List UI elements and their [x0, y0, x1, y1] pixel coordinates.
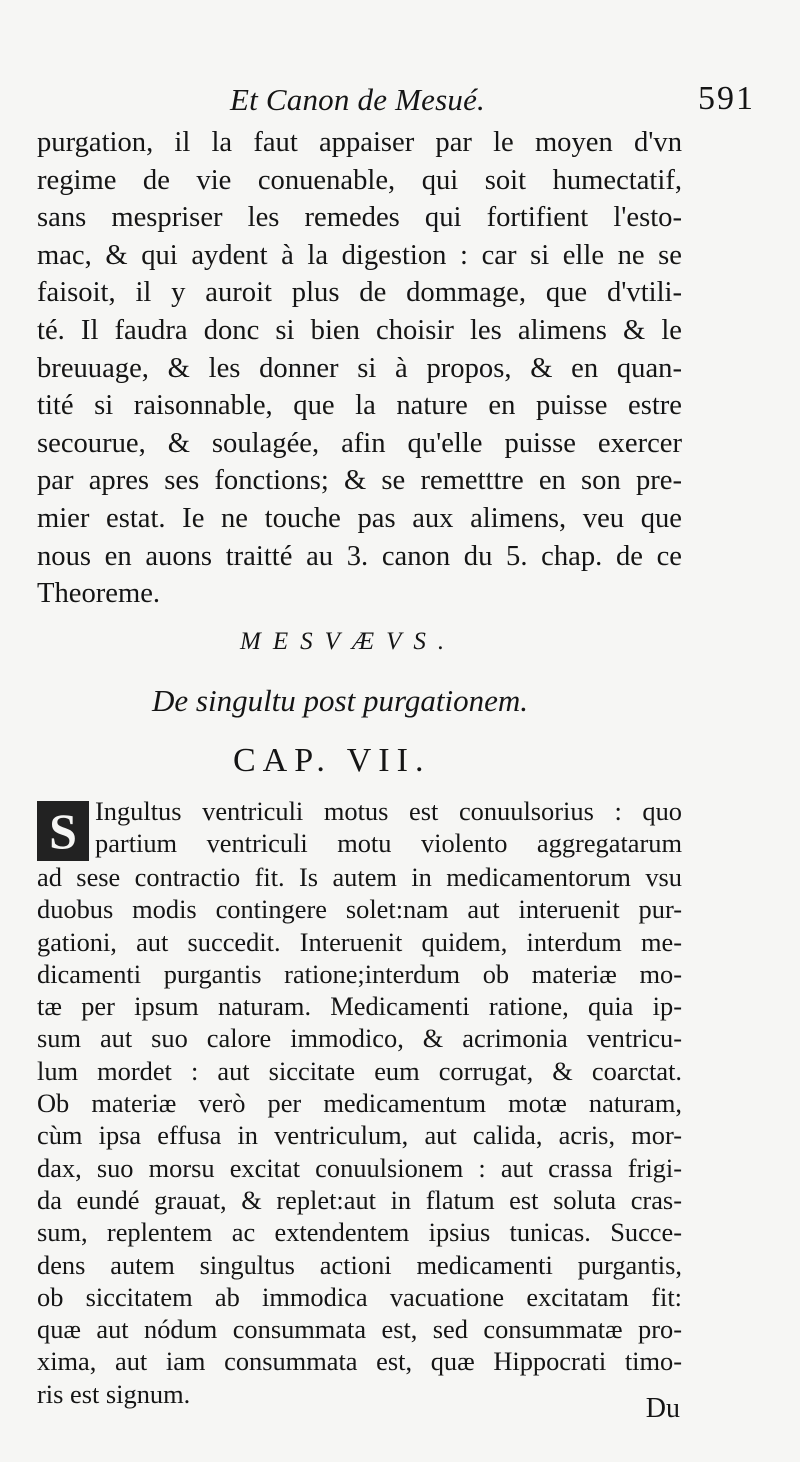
text-line: partium ventriculi motu violento aggregatarum	[95, 828, 682, 859]
page-header	[38, 80, 755, 122]
text-line: dens autem singultus actioni medicamenti purgantis,	[37, 1249, 682, 1280]
text-line: sans mespriser les remedes qui fortifient l'esto-	[37, 202, 682, 234]
text-line: tæ per ipsum naturam. Medicamenti ratione, quia ip-	[37, 991, 682, 1022]
text-line: dax, suo morsu excitat conuulsionem : aut crassa frigi-	[37, 1152, 682, 1183]
text-line: par apres ses fonctions; & se remetttre en son pre-	[37, 465, 682, 497]
text-line: tité si raisonnable, que la nature en puisse estre	[37, 390, 682, 422]
text-line: ob siccitatem ab immodica vacuatione excitatam fit:	[37, 1281, 682, 1312]
french-commentary	[37, 124, 682, 613]
text-line: dicamenti purgantis ratione;interdum ob materiæ mo-	[37, 958, 682, 989]
text-line: duobus modis contingere solet:nam aut interuenit pur-	[37, 894, 682, 925]
text-line: Theoreme.	[37, 578, 161, 610]
text-line: nous en auons traitté au 3. canon du 5. chap. de ce	[37, 540, 682, 572]
text-line: quæ aut nódum consummata est, sed consummatæ pro-	[37, 1314, 682, 1345]
author-heading: MESVÆVS.	[240, 628, 457, 655]
text-line: mac, & qui aydent à la digestion : car si elle ne se	[37, 239, 682, 271]
text-line: purgation, il la faut appaiser par le moyen d'vn	[37, 127, 682, 158]
text-line: faisoit, il y auroit plus de dommage, que d'vtili-	[37, 277, 682, 309]
text-line: regime de vie conuenable, qui soit humectatif,	[37, 164, 682, 196]
text-line: ad sese contractio fit. Is autem in medicamentorum vsu	[37, 862, 682, 892]
running-title: Et Canon de Mesué.	[230, 82, 485, 117]
page-number: 591	[698, 80, 755, 117]
catchword: Du	[645, 1393, 680, 1424]
drop-cap-letter: S	[37, 801, 89, 861]
text-line: sum aut suo calore immodico, & acrimonia ventricu-	[37, 1023, 682, 1054]
text-line: breuuage, & les donner si à propos, & en quan-	[37, 352, 682, 384]
text-line: té. Il faudra donc si bien choisir les alimens & le	[37, 314, 682, 346]
text-line: lum mordet : aut siccitate eum corrugat, & coarctat.	[37, 1055, 682, 1086]
text-line: Ob materiæ verò per medicamentum motæ naturam,	[37, 1088, 682, 1119]
text-line: da eundé grauat, & replet:aut in flatum est soluta cras-	[37, 1184, 682, 1215]
drop-cap-row	[37, 795, 682, 861]
text-line: xima, aut iam consummata est, quæ Hippocrati timo-	[37, 1346, 682, 1377]
chapter-heading: CAP. VII.	[233, 742, 431, 779]
text-line: cùm ipsa effusa in ventriculum, aut calida, acris, mor-	[37, 1120, 682, 1151]
text-line: gationi, aut succedit. Interuenit quidem, interdum me-	[37, 926, 682, 957]
text-line: secourue, & soulagée, afin qu'elle puisse exercer	[37, 427, 682, 459]
drop-cap-lines	[95, 795, 682, 861]
text-line: ris est signum.	[37, 1378, 191, 1409]
text-line: Ingultus ventriculi motus est conuulsorius : quo	[95, 796, 682, 826]
latin-text	[37, 795, 682, 1410]
text-line: sum, replentem ac extendentem ipsius tunicas. Succe-	[37, 1217, 682, 1248]
text-line: mier estat. Ie ne touche pas aux alimens, veu que	[37, 502, 682, 534]
subject-heading: De singultu post purgationem.	[152, 683, 529, 718]
